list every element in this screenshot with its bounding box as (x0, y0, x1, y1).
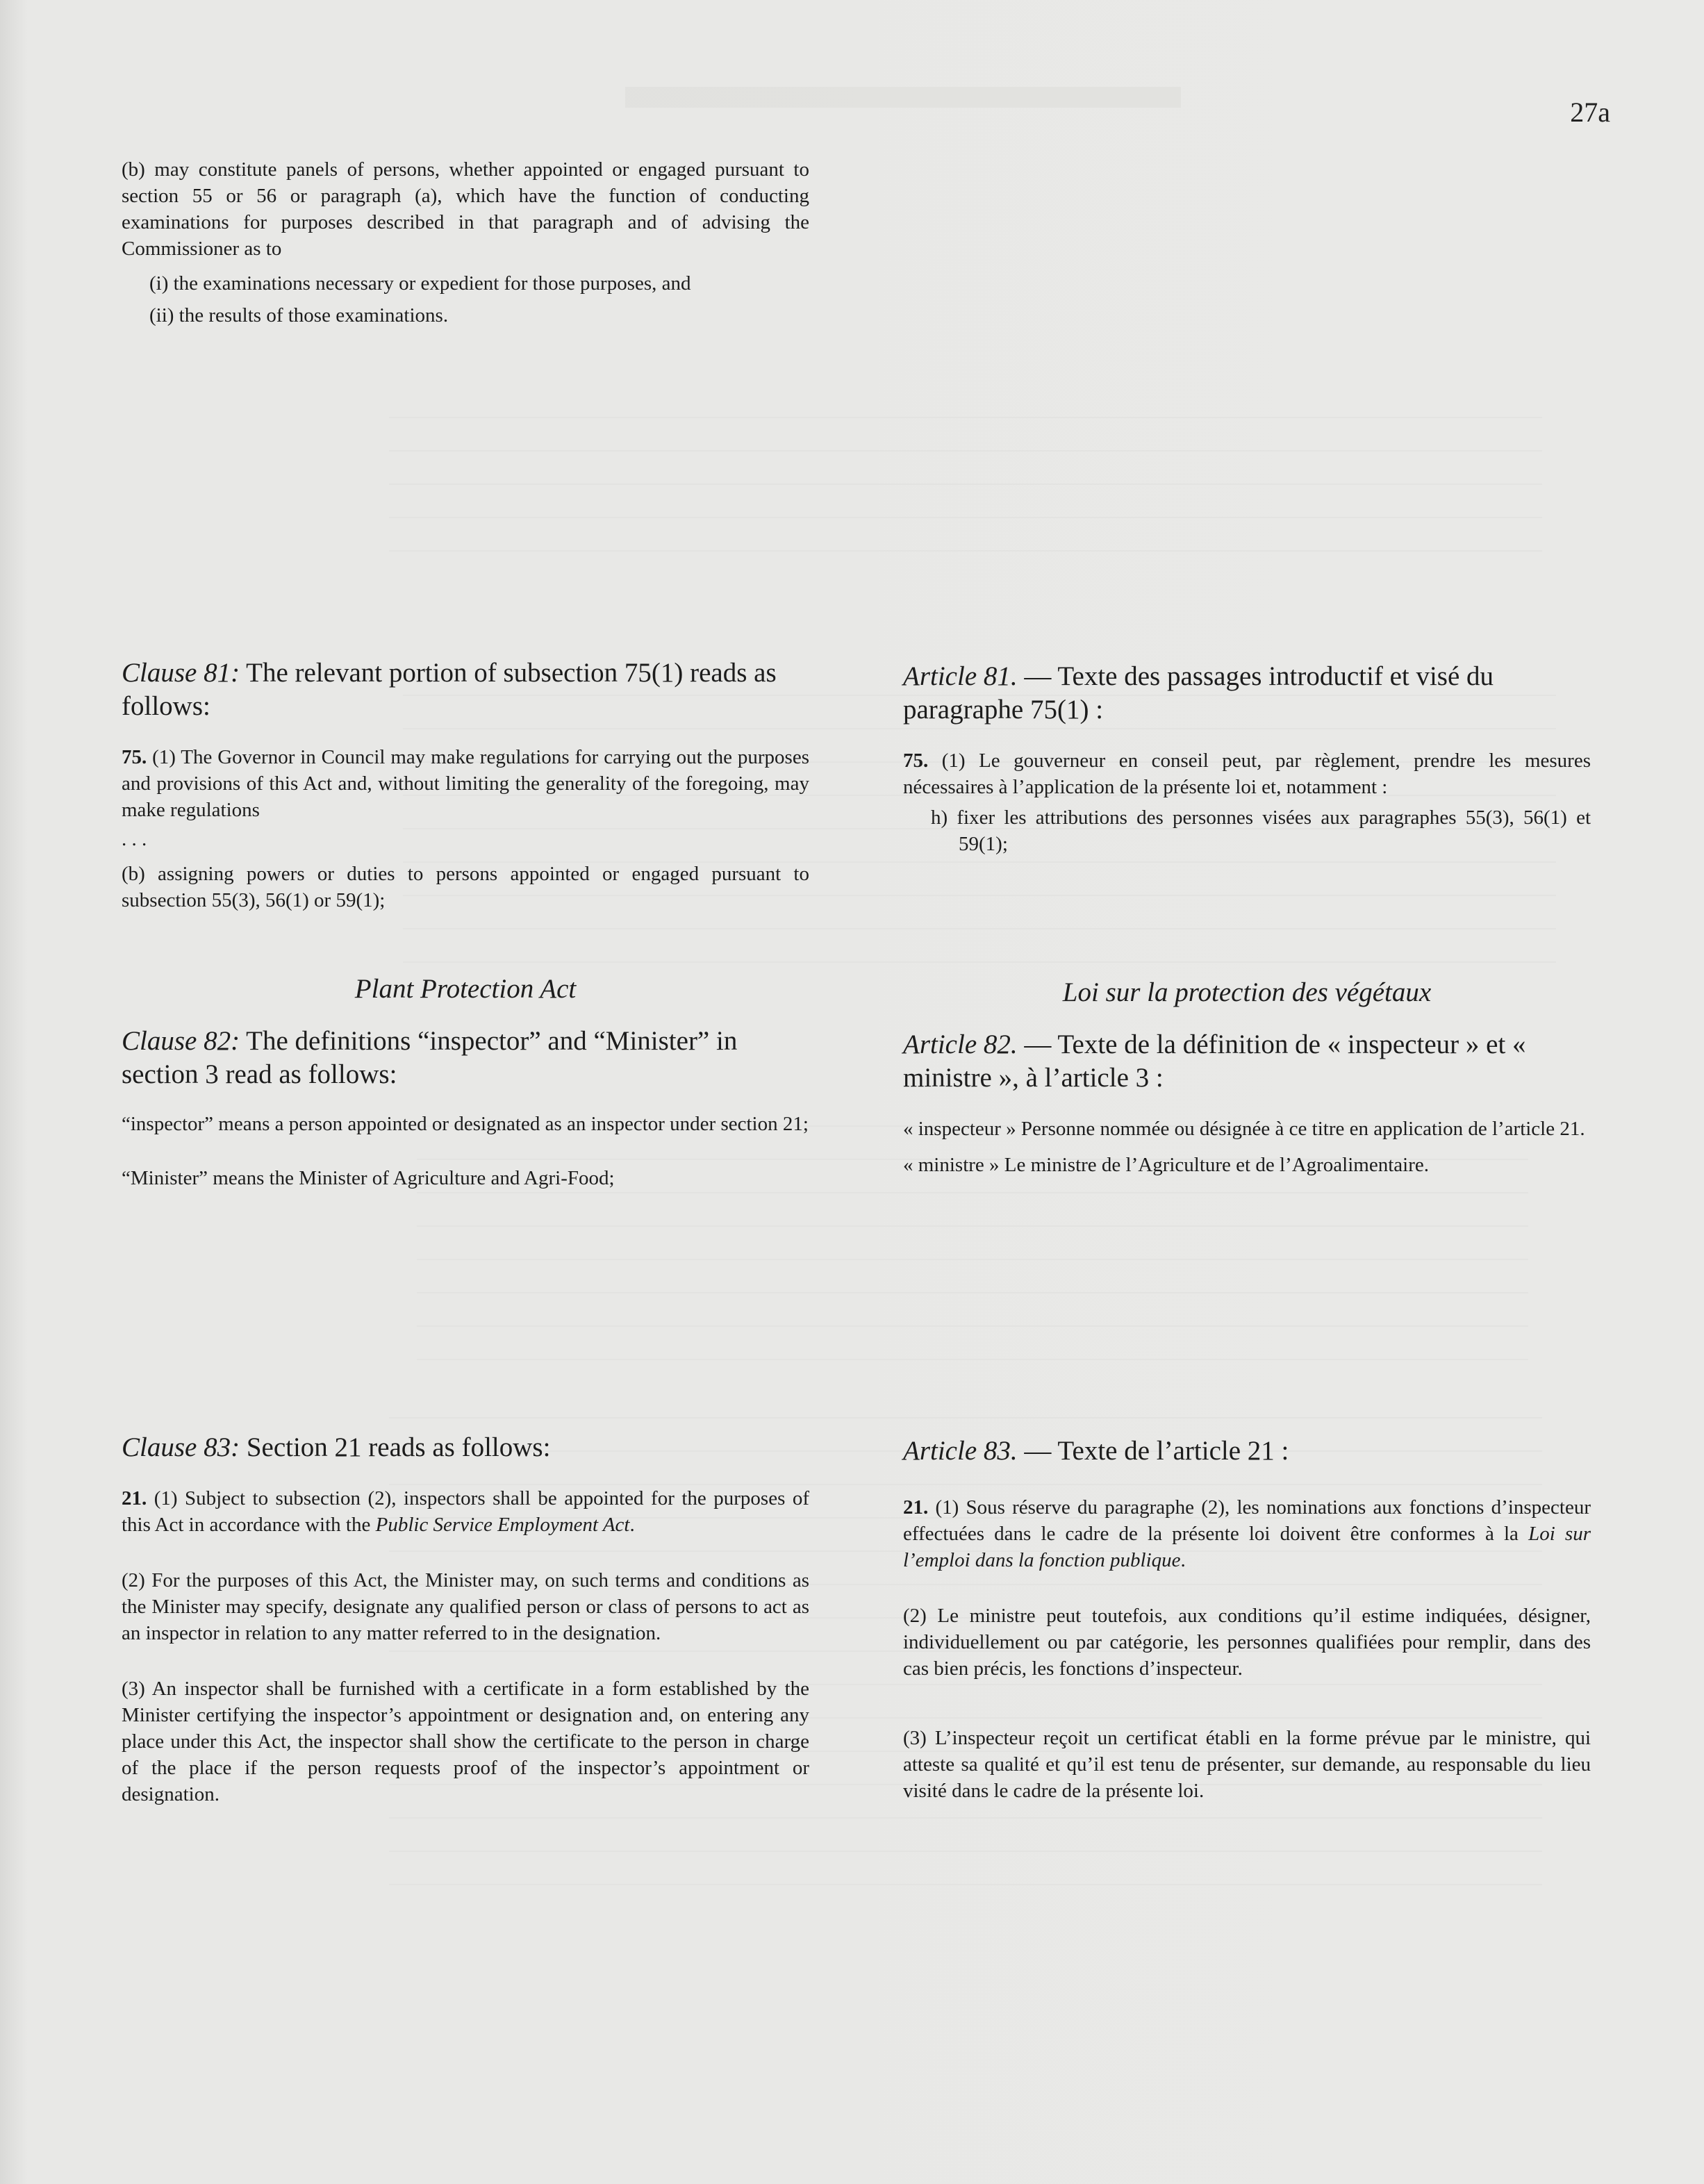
section-number: 21. (122, 1487, 147, 1509)
paragraph-h: h) fixer les attributions des personnes visées aux paragraphes 55(3), 56(1) et 59(1); (931, 806, 1591, 855)
act-title-en: Plant Protection Act (354, 974, 577, 1004)
ellipsis: . . . (122, 828, 147, 850)
clause-label: Clause 82: (122, 1026, 240, 1056)
clause-82-heading (122, 1025, 809, 1091)
article-label: Article 81. (903, 661, 1018, 691)
article-heading-text: — Texte de la définition de « inspecteur » et « ministre », à l’article 3 : (903, 1029, 1526, 1093)
article-label: Article 83. (903, 1436, 1018, 1466)
article-83-heading (903, 1434, 1591, 1468)
definition-inspector: “inspector” means a person appointed or designated as an inspector under section 21; (122, 1113, 809, 1135)
section-number: 21. (903, 1496, 929, 1519)
article-83 (903, 1434, 1591, 1804)
subparagraph-i: (i) the examinations necessary or expedient for those purposes, and (149, 272, 691, 295)
article-82 (903, 1028, 1591, 1178)
bleed-through-header (625, 87, 1181, 108)
article-label: Article 82. (903, 1029, 1018, 1059)
article-82-heading (903, 1028, 1591, 1095)
clause-label: Clause 81: (122, 658, 240, 688)
definition-inspecteur: « inspecteur » Personne nommée ou désignée à ce titre en application de l’article 21. (903, 1118, 1585, 1140)
definition-minister: “Minister” means the Minister of Agriculture and Agri-Food; (122, 1167, 615, 1189)
section-21-2-fr: (2) Le ministre peut toutefois, aux conditions qu’il estime indiquées, désigner, individuellement ou par catégorie, les personnes qualifiées pour remplir, dans des cas bien précis, les fonctions d’inspecteur. (903, 1605, 1591, 1680)
paragraph-b: (b) assigning powers or duties to persons appointed or engaged pursuant to subsection 55(3), 56(1) or 59(1); (122, 863, 809, 911)
left-intro (122, 156, 809, 329)
clause-83-heading (122, 1431, 809, 1464)
act-reference: Public Service Employment Act (375, 1514, 630, 1536)
clause-label: Clause 83: (122, 1432, 240, 1462)
section-21-3-fr: (3) L’inspecteur reçoit un certificat établi en la forme prévue par le ministre, qui atteste sa qualité et qu’il est tenu de présenter, sur demande, au responsable du lieu visité dans le cadre de la présente loi. (903, 1727, 1591, 1802)
clause-82 (122, 1025, 809, 1191)
punctuation: . (629, 1514, 635, 1536)
section-text: (1) The Governor in Council may make regulations for carrying out the purposes and provisions of this Act and, without limiting the generality of the foregoing, may make regulations (122, 746, 809, 821)
article-81 (903, 660, 1591, 857)
act-reference: Loi sur l’emploi dans la fonction publique (903, 1523, 1591, 1571)
clause-heading-text: Section 21 reads as follows: (240, 1432, 551, 1462)
clause-81 (122, 656, 809, 913)
section-text: (1) Le gouverneur en conseil peut, par règlement, prendre les mesures nécessaires à l’application de la présente loi et, notamment : (903, 750, 1591, 798)
clause-81-heading (122, 656, 809, 723)
act-title-fr: Loi sur la protection des végétaux (1062, 977, 1432, 1007)
clause-heading-text: The definitions “inspector” and “Minister” in section 3 read as follows: (122, 1026, 738, 1089)
section-number: 75. (122, 746, 147, 768)
clause-heading-text: The relevant portion of subsection 75(1) reads as follows: (122, 658, 777, 721)
definition-ministre: « ministre » Le ministre de l’Agriculture et de l’Agroalimentaire. (903, 1154, 1429, 1176)
section-text: (1) Sous réserve du paragraphe (2), les nominations aux fonctions d’inspecteur effectuées dans le cadre de la présente loi doivent être conformes à la (903, 1496, 1591, 1545)
bleed-through-text (389, 417, 1542, 584)
subparagraph-ii: (ii) the results of those examinations. (149, 304, 449, 326)
article-81-heading (903, 660, 1591, 727)
section-75-text-fr (903, 747, 1591, 800)
section-21-1 (122, 1485, 809, 1538)
section-21-2: (2) For the purposes of this Act, the Minister may, on such terms and conditions as the Minister may specify, designate any qualified person or class of persons to act as an inspector in relation to any matter referred to in the designation. (122, 1569, 809, 1644)
section-21-1-fr (903, 1494, 1591, 1573)
section-21-3: (3) An inspector shall be furnished with a certificate in a form established by the Minister certifying the inspector’s appointment or designation and, on entering any place under this Act, the inspector shall show the certificate to the person in charge of the place if the person requests proof of the inspector’s appointment or designation. (122, 1678, 809, 1805)
punctuation: . (1180, 1549, 1186, 1571)
section-text: (1) Subject to subsection (2), inspectors shall be appointed for the purposes of this Act in accordance with the (122, 1487, 809, 1536)
section-75-text (122, 744, 809, 823)
section-number: 75. (903, 750, 929, 772)
clause-83 (122, 1431, 809, 1807)
article-heading-text: — Texte de l’article 21 : (1017, 1436, 1289, 1466)
page-number: 27a (1570, 97, 1610, 128)
paragraph-b: (b) may constitute panels of persons, whether appointed or engaged pursuant to section 55 or 56 or paragraph (a), which have the function of conducting examinations for purposes described in that paragraph and of advising the Commissioner as to (122, 158, 809, 260)
article-heading-text: — Texte des passages introductif et visé du paragraphe 75(1) : (903, 661, 1494, 725)
